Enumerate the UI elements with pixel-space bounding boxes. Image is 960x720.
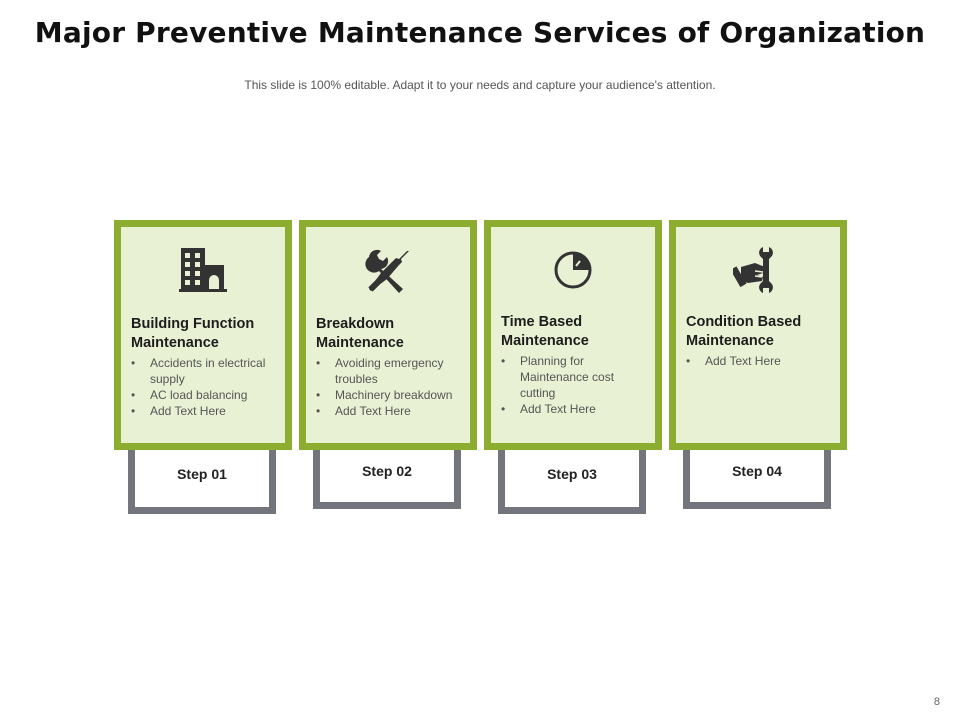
tools-icon	[306, 245, 470, 295]
list-item: • Add Text Here	[686, 353, 832, 369]
card-bullet-list	[686, 353, 832, 369]
card-title: Condition Based Maintenance	[686, 314, 802, 349]
card-condition-based[interactable]	[669, 220, 847, 450]
card-time-based[interactable]	[484, 220, 662, 450]
card-building-function[interactable]	[114, 220, 292, 450]
list-item: • Add Text Here	[501, 401, 647, 417]
card-breakdown[interactable]	[299, 220, 477, 450]
list-item: • Add Text Here	[316, 403, 462, 419]
step-label: Step 02	[362, 463, 412, 479]
page-title: Major Preventive Maintenance Services of Organization	[34, 16, 926, 49]
hand-wrench-icon	[676, 245, 840, 295]
page-subtitle: This slide is 100% editable. Adapt it to your needs and capture your audience's attention.	[244, 78, 716, 92]
card-bullet-list	[501, 353, 647, 417]
list-item: • Add Text Here	[131, 403, 277, 419]
list-item: • AC load balancing	[131, 387, 277, 403]
card-title: Breakdown Maintenance	[316, 316, 404, 351]
card-title: Time Based Maintenance	[501, 314, 589, 349]
list-item: • Accidents in electrical supply	[131, 355, 277, 387]
page-number: 8	[933, 696, 940, 708]
step-03-box[interactable]	[498, 450, 646, 514]
card-title: Building Function Maintenance	[131, 316, 255, 351]
building-icon	[121, 245, 285, 295]
list-item: • Avoiding emergency troubles	[316, 355, 462, 387]
card-bullet-list	[316, 355, 462, 419]
list-item: • Planning for Maintenance cost cutting	[501, 353, 647, 401]
list-item: • Machinery breakdown	[316, 387, 462, 403]
step-label: Step 01	[177, 465, 227, 482]
step-01-box[interactable]	[128, 450, 276, 514]
step-label: Step 04	[732, 463, 782, 479]
step-label: Step 03	[547, 465, 597, 482]
card-bullet-list	[131, 355, 277, 419]
clock-icon	[491, 245, 655, 295]
step-04-box[interactable]	[683, 450, 831, 509]
step-02-box[interactable]	[313, 450, 461, 509]
